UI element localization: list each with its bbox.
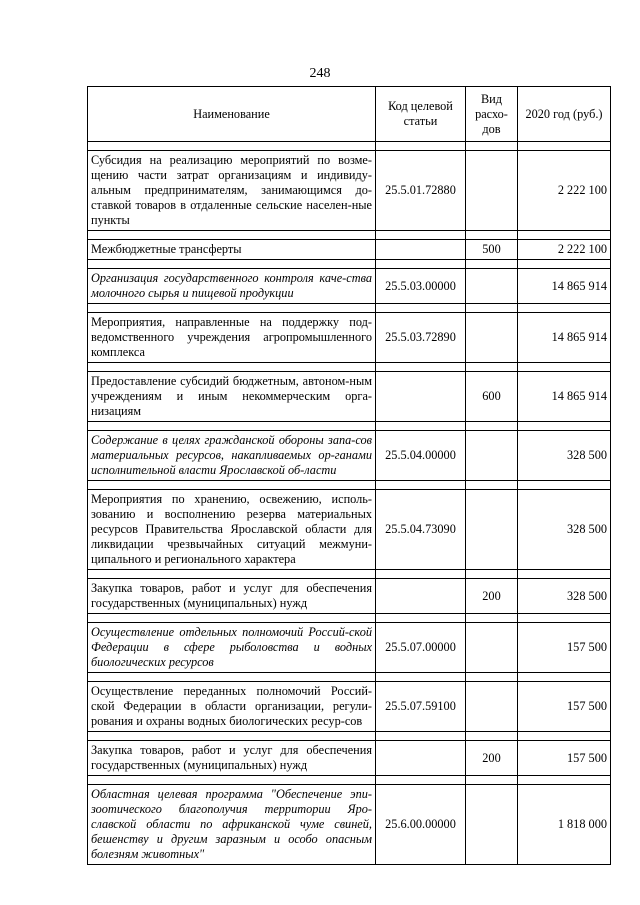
row-spacer — [88, 231, 611, 240]
spacer-cell — [466, 570, 518, 579]
code-cell: 25.5.07.00000 — [376, 623, 466, 673]
spacer-cell — [466, 614, 518, 623]
name-cell: Осуществление переданных полномочий Россий-ской Федерации в области организации, регули-рования и охраны водных биологических ресур-сов — [88, 682, 376, 732]
spacer-cell — [88, 673, 376, 682]
spacer-cell — [88, 304, 376, 313]
spacer-cell — [466, 363, 518, 372]
table-row — [88, 490, 611, 570]
spacer-cell — [88, 363, 376, 372]
name-cell: Организация государственного контроля каче-ства молочного сырья и пищевой продукции — [88, 269, 376, 304]
amount-cell: 328 500 — [518, 579, 611, 614]
spacer-cell — [376, 673, 466, 682]
amount-cell: 14 865 914 — [518, 313, 611, 363]
spacer-cell — [376, 614, 466, 623]
code-cell: 25.5.04.73090 — [376, 490, 466, 570]
table-row — [88, 372, 611, 422]
spacer-cell — [376, 260, 466, 269]
amount-cell: 2 222 100 — [518, 151, 611, 231]
spacer-cell — [466, 231, 518, 240]
expense-type-cell — [466, 490, 518, 570]
spacer-cell — [466, 260, 518, 269]
spacer-cell — [376, 363, 466, 372]
spacer-cell — [466, 422, 518, 431]
spacer-cell — [466, 732, 518, 741]
name-cell: Осуществление отдельных полномочий Россий-ской Федерации в сфере рыболовства и водных биологических ресурсов — [88, 623, 376, 673]
amount-cell: 157 500 — [518, 682, 611, 732]
spacer-cell — [466, 304, 518, 313]
name-cell: Закупка товаров, работ и услуг для обеспечения государственных (муниципальных) нужд — [88, 579, 376, 614]
spacer-cell — [88, 732, 376, 741]
amount-cell: 157 500 — [518, 741, 611, 776]
amount-cell: 14 865 914 — [518, 269, 611, 304]
spacer-cell — [518, 570, 611, 579]
row-spacer — [88, 304, 611, 313]
spacer-cell — [88, 231, 376, 240]
expense-type-cell — [466, 313, 518, 363]
spacer-cell — [376, 422, 466, 431]
spacer-cell — [518, 142, 611, 151]
spacer-cell — [88, 570, 376, 579]
spacer-cell — [88, 481, 376, 490]
spacer-cell — [518, 304, 611, 313]
amount-cell: 328 500 — [518, 431, 611, 481]
table-row — [88, 269, 611, 304]
amount-cell: 328 500 — [518, 490, 611, 570]
code-cell: 25.5.03.00000 — [376, 269, 466, 304]
expense-type-cell — [466, 431, 518, 481]
expense-type-cell — [466, 623, 518, 673]
table-row — [88, 741, 611, 776]
code-cell: 25.5.03.72890 — [376, 313, 466, 363]
spacer-cell — [518, 231, 611, 240]
table-body — [88, 142, 611, 865]
name-cell: Мероприятия, направленные на поддержку под-ведомственного учреждения агропромышленного комплекса — [88, 313, 376, 363]
row-spacer — [88, 614, 611, 623]
budget-table — [87, 86, 611, 865]
spacer-cell — [518, 732, 611, 741]
spacer-cell — [518, 673, 611, 682]
expense-type-cell: 600 — [466, 372, 518, 422]
code-cell: 25.6.00.00000 — [376, 785, 466, 865]
name-cell: Содержание в целях гражданской обороны запа-сов материальных ресурсов, накапливаемых ор-ганами исполнительной власти Ярославской об-ласти — [88, 431, 376, 481]
row-spacer — [88, 142, 611, 151]
name-cell: Предоставление субсидий бюджетным, автоном-ным учреждениям и иным некоммерческим орга-низациям — [88, 372, 376, 422]
spacer-cell — [518, 481, 611, 490]
spacer-cell — [376, 304, 466, 313]
table-row — [88, 623, 611, 673]
code-cell — [376, 579, 466, 614]
amount-cell: 157 500 — [518, 623, 611, 673]
table-row — [88, 579, 611, 614]
code-cell — [376, 240, 466, 260]
code-cell: 25.5.07.59100 — [376, 682, 466, 732]
spacer-cell — [88, 614, 376, 623]
spacer-cell — [518, 614, 611, 623]
row-spacer — [88, 422, 611, 431]
spacer-cell — [466, 776, 518, 785]
code-cell — [376, 741, 466, 776]
spacer-cell — [518, 260, 611, 269]
table-row — [88, 682, 611, 732]
header-type: Вид расхо-дов — [466, 87, 518, 142]
table-header-row — [88, 87, 611, 142]
header-amount: 2020 год (руб.) — [518, 87, 611, 142]
page-number: 248 — [309, 66, 331, 81]
spacer-cell — [466, 142, 518, 151]
code-cell — [376, 372, 466, 422]
row-spacer — [88, 363, 611, 372]
amount-cell: 14 865 914 — [518, 372, 611, 422]
header-code: Код целевой статьи — [376, 87, 466, 142]
row-spacer — [88, 481, 611, 490]
expense-type-cell: 200 — [466, 579, 518, 614]
row-spacer — [88, 260, 611, 269]
spacer-cell — [88, 422, 376, 431]
code-cell: 25.5.01.72880 — [376, 151, 466, 231]
spacer-cell — [518, 422, 611, 431]
spacer-cell — [88, 142, 376, 151]
table-row — [88, 240, 611, 260]
table-row — [88, 151, 611, 231]
spacer-cell — [518, 776, 611, 785]
row-spacer — [88, 570, 611, 579]
name-cell: Закупка товаров, работ и услуг для обеспечения государственных (муниципальных) нужд — [88, 741, 376, 776]
row-spacer — [88, 776, 611, 785]
row-spacer — [88, 732, 611, 741]
table-row — [88, 431, 611, 481]
expense-type-cell: 200 — [466, 741, 518, 776]
name-cell: Межбюджетные трансферты — [88, 240, 376, 260]
spacer-cell — [88, 260, 376, 269]
spacer-cell — [88, 776, 376, 785]
spacer-cell — [466, 673, 518, 682]
name-cell: Мероприятия по хранению, освежению, исполь-зованию и восполнению резерва материальных ресурсов Правительства Ярославской области для ликвидации чрезвычайных ситуаций межмуни-ципального и регионального характера — [88, 490, 376, 570]
name-cell: Субсидия на реализацию мероприятий по возме-щению части затрат организациям и индивиду-альным предпринимателям, занимающимся до-ставкой товаров в отдаленные сельские населен-ные пункты — [88, 151, 376, 231]
code-cell: 25.5.04.00000 — [376, 431, 466, 481]
expense-type-cell: 500 — [466, 240, 518, 260]
row-spacer — [88, 673, 611, 682]
header-name: Наименование — [88, 87, 376, 142]
spacer-cell — [466, 481, 518, 490]
spacer-cell — [376, 570, 466, 579]
spacer-cell — [376, 481, 466, 490]
spacer-cell — [518, 363, 611, 372]
spacer-cell — [376, 732, 466, 741]
name-cell: Областная целевая программа "Обеспечение эпи-зоотического благополучия территории Яро-славской области по африканской чуме свиней, бешенству и другим заразным и особо опасным болезням животных" — [88, 785, 376, 865]
amount-cell: 1 818 000 — [518, 785, 611, 865]
amount-cell: 2 222 100 — [518, 240, 611, 260]
expense-type-cell — [466, 269, 518, 304]
spacer-cell — [376, 776, 466, 785]
spacer-cell — [376, 231, 466, 240]
table-row — [88, 313, 611, 363]
expense-type-cell — [466, 785, 518, 865]
spacer-cell — [376, 142, 466, 151]
table-row — [88, 785, 611, 865]
expense-type-cell — [466, 682, 518, 732]
expense-type-cell — [466, 151, 518, 231]
